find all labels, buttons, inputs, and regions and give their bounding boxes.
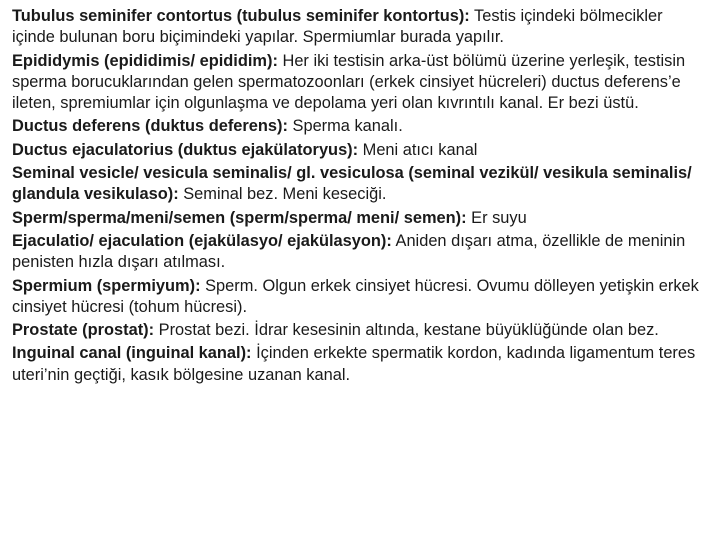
entry-definition: Er suyu	[466, 208, 527, 227]
entry-term: Tubulus seminifer contortus (tubulus seminifer kontortus):	[12, 7, 470, 25]
entry-term: Ductus deferens (duktus deferens):	[12, 117, 288, 136]
glossary-entry-ductus-deferens	[12, 116, 702, 137]
glossary-entry-inguinal-canal	[12, 343, 702, 386]
entry-definition: Her iki testisin arka-üst bölümü üzerine yerleşik, testisin sperma borucuklarından gelen spermatozoonları (erkek cinsiyet hücreleri) ductus deferens’e ileten, spremiumlar için olgunlaşma ve depolama yeri olan kıvrıntılı kanal. Er bezi üstü.	[12, 51, 686, 113]
glossary-entry-epididymis	[12, 51, 702, 115]
entry-definition: Sperma kanalı.	[287, 117, 403, 136]
glossary-entry-prostate	[12, 320, 702, 341]
glossary-entry-seminal-vesicle	[12, 163, 702, 206]
entry-definition: Seminal bez. Meni keseciği.	[178, 185, 387, 204]
entry-term: Ductus ejaculatorius (duktus ejakülatoryus):	[12, 140, 359, 159]
entry-term: Prostate (prostat):	[12, 321, 155, 340]
entry-definition: İçinden erkekte spermatik kordon, kadında ligamentum teres uteri’nin geçtiği, kasık bölgesine uzanan kanal.	[12, 344, 696, 384]
glossary-entry-ejaculatio	[12, 231, 702, 274]
entry-definition: Prostat bezi. İdrar kesesinin altında, kestane büyüklüğünde olan bez.	[154, 321, 659, 340]
entry-definition: Meni atıcı kanal	[358, 140, 478, 159]
entry-term: Sperm/sperma/meni/semen (sperm/sperma/ meni/ semen):	[12, 208, 467, 227]
entry-definition: Aniden dışarı atma, özellikle de meninin penisten hızla dışarı atılması.	[12, 231, 686, 272]
entry-definition: Testis içindeki bölmecikler içinde bulunan boru biçimindeki yapılar. Spermiumlar burada yapılır.	[12, 7, 663, 47]
entry-term: Inguinal canal (inguinal kanal):	[12, 344, 252, 363]
glossary-entry-tubulus	[12, 6, 702, 49]
entry-term: Seminal vesicle/ vesicula seminalis/ gl. vesiculosa (seminal vezikül/ vesikula seminalis/ glandula vesikulaso):	[12, 164, 692, 204]
entry-term: Ejaculatio/ ejaculation (ejakülasyo/ ejakülasyon):	[12, 231, 392, 250]
glossary-entry-spermium	[12, 276, 702, 319]
glossary-entry-sperm	[12, 208, 702, 229]
glossary-entry-ductus-ejaculatorius	[12, 140, 702, 161]
entry-term: Epididymis (epididimis/ epididim):	[12, 51, 278, 70]
entry-term: Spermium (spermiyum):	[12, 276, 201, 295]
entry-definition: Sperm. Olgun erkek cinsiyet hücresi. Ovumu dölleyen yetişkin erkek cinsiyet hücresi (tohum hücresi).	[12, 276, 699, 316]
